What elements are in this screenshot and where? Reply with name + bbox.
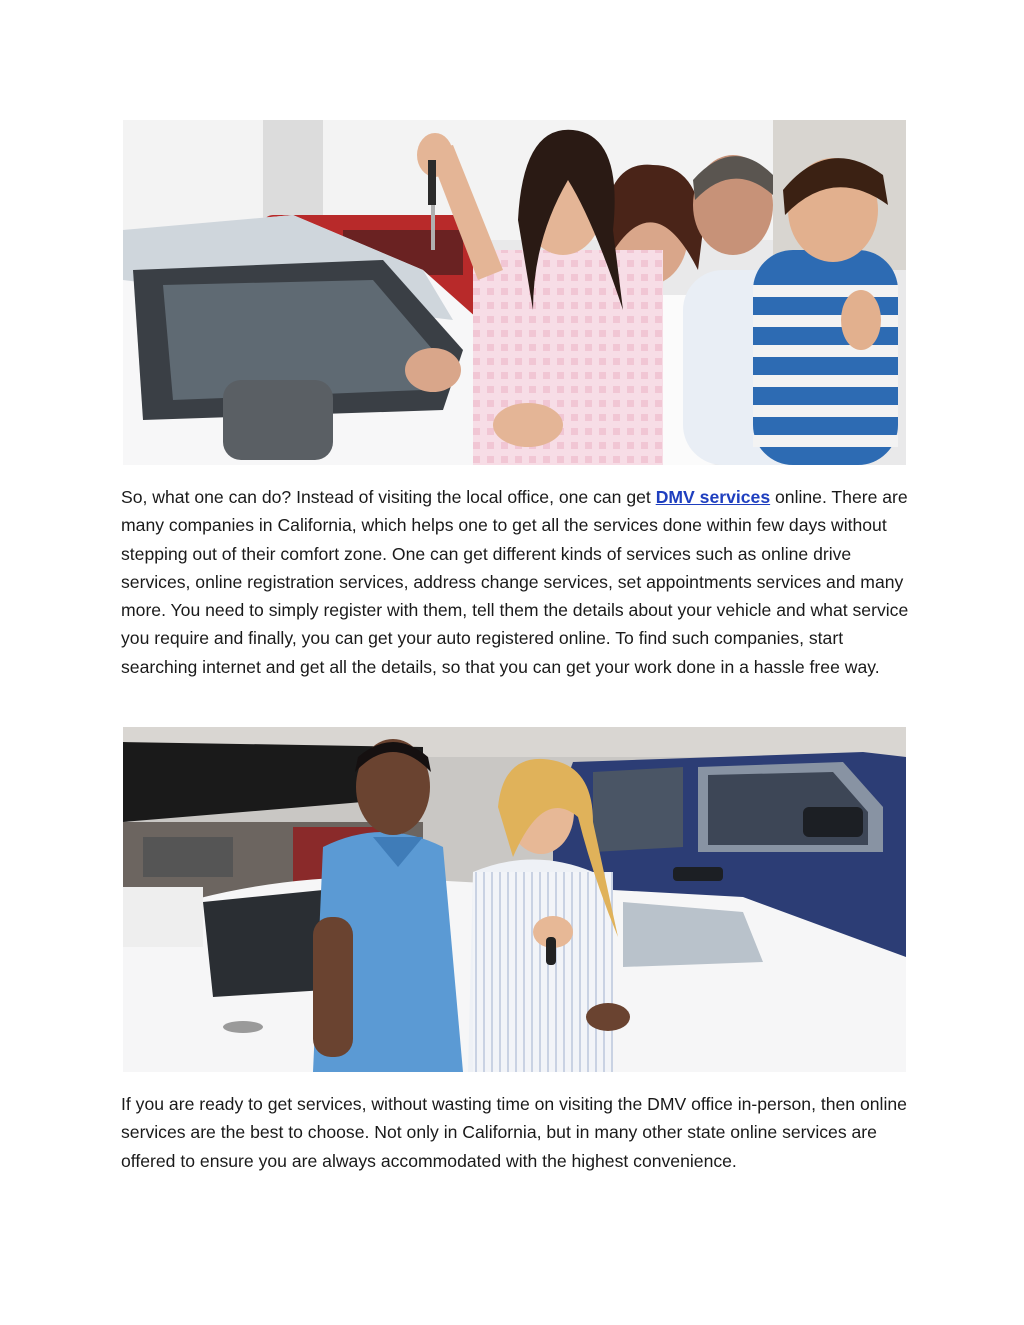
paragraph-1-text-after-link: online. There are many companies in California, which helps one to get all the services done within few days without stepping out of their comfort zone. One can get different kinds of services such as online drive services, online registration services, address change services, set appointments services and many more. You need to simply register with them, tell them the details about your vehicle and what service you require and finally, you can get your auto registered online. To find such companies, start searching internet and get all the details, so that you can get your work done in a hassle free way. xyxy=(121,487,909,677)
couple-car-keys-photo xyxy=(123,727,906,1072)
paragraph-1-text-before-link: So, what one can do? Instead of visiting the local office, one can get xyxy=(121,487,656,507)
family-car-keys-photo xyxy=(123,120,906,465)
body-paragraph-1 xyxy=(121,483,911,681)
body-paragraph-2: If you are ready to get services, without wasting time on visiting the DMV office in-person, then online services are the best to choose. Not only in California, but in many other state online services are offered to ensure you are always accommodated with the highest convenience. xyxy=(121,1094,907,1171)
dmv-services-link[interactable]: DMV services xyxy=(655,487,771,507)
couple-car-keys-image xyxy=(123,727,906,1072)
family-car-keys-image xyxy=(123,120,906,465)
